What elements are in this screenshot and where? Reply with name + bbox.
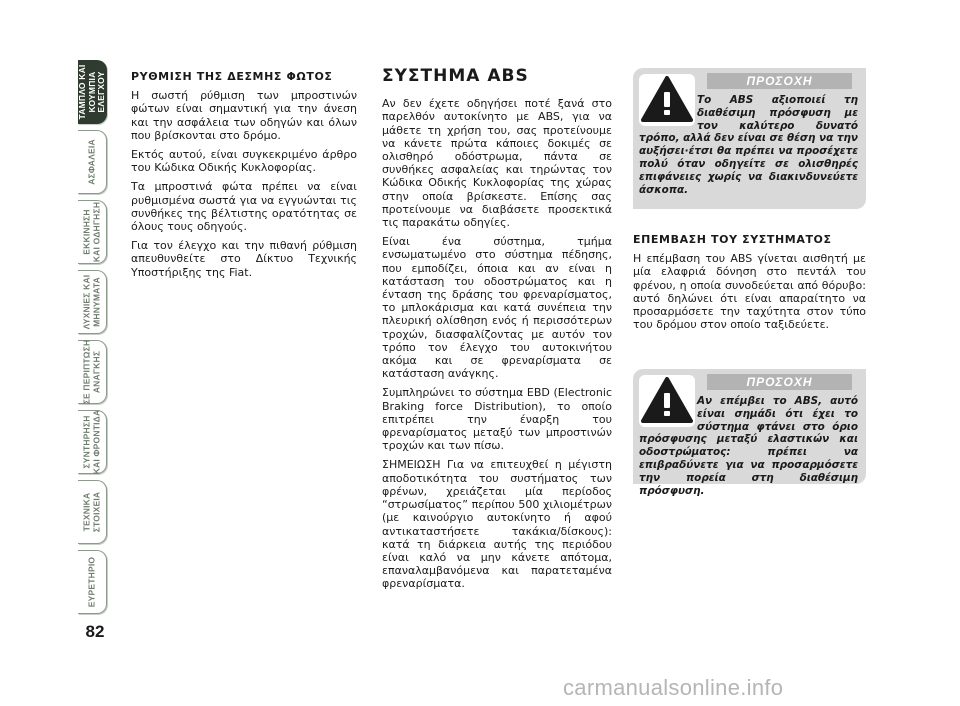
section-heading: ΡΥΘΜΙΣΗ ΤΗΣ ΔΕΣΜΗΣ ΦΩΤΟΣ <box>131 70 333 83</box>
paragraph: Η σωστή ρύθμιση των μπροστινών φώτων είναι σημαντική για την άνεση και την ασφάλεια των οδηγών και όλων που βρίσκονται στο δρόμο. <box>131 89 357 142</box>
section-heading: ΕΠΕΜΒΑΣΗ ΤΟΥ ΣΥΣΤΗΜΑΤΟΣ <box>633 233 832 246</box>
warning-header: ΠΡΟΣΟΧΗ <box>707 73 852 89</box>
tab-label: ΑΣΦΑΛΕΙΑ <box>86 139 97 185</box>
warning-header: ΠΡΟΣΟΧΗ <box>707 374 852 390</box>
page-number: 82 <box>85 622 105 641</box>
tab-dashboard-controls[interactable] <box>78 60 107 124</box>
paragraph: Είναι ένα σύστημα, τμήμα ενσωματωμένο στο σύστημα πέδησης, που εμποδίζει, όποια και αν είναι η κατάσταση του οδοστρώματος και η ένταση της δράσης του φρεναρίσματος, το μπλοκάρισμα και κατά συνέπεια την πλευρική ολίσθηση ενός ή περισσότερων τροχών, διασφαλίζοντας με αυτόν τον τρόπο τον έλεγχο του αυτοκινήτου ακόμα και σε φρεναρίσματα σε κατάσταση ανάγκης. <box>382 235 612 381</box>
paragraph: Εκτός αυτού, είναι συγκεκριμένο άρθρο του Κώδικα Οδικής Κυκλοφορίας. <box>131 148 357 175</box>
section-title: ΣΥΣΤΗΜΑ ABS <box>382 66 529 86</box>
tab-safety[interactable] <box>78 130 107 194</box>
tab-emergency[interactable] <box>78 340 107 404</box>
tab-label: ΤΕΧΝΙΚΑ ΣΤΟΙΧΕΙΑ <box>81 491 101 533</box>
tab-label: ΣΥΝΤΗΡΗΣΗ ΚΑΙ ΦΡΟΝΤΙΔΑ <box>81 409 101 475</box>
tab-maintenance[interactable] <box>78 410 107 474</box>
paragraph: Τα μπροστινά φώτα πρέπει να είναι ρυθμισμένα σωστά για να εγγυώνται τις συνθήκες της βέλτιστης ορατότητας σε όλους τους οδηγούς. <box>131 180 357 234</box>
tab-label: ΕΚΚΙΝΗΣΗ ΚΑΙ ΟΔΗΓΗΣΗ <box>81 201 101 263</box>
tab-label: ΣΕ ΠΕΡΙΠΤΩΣΗ ΑΝΑΓΚΗΣ <box>81 339 101 405</box>
paragraph: ΣΗΜΕΙΩΣΗ Για να επιτευχθεί η μέγιστη αποδοτικότητα του συστήματος των φρένων, χρειάζεται μία περίοδος “στρωσίματος” περίπου 500 χιλιομέτρων (με καινούργιο αυτοκίνητο ή αφού αντικαταστήσετε τακάκια/δίσκους): κατά τη διάρκεια αυτής της περιόδου είναι καλό να μην κάνετε απότομα, επαναλαμβανόμενα και παρατεταμένα φρεναρίσματα. <box>382 458 612 591</box>
tab-index[interactable] <box>78 550 107 614</box>
system-intervention-section <box>633 233 866 337</box>
tab-label: ΤΑΜΠΛΟ ΚΑΙ ΚΟΥΜΠΙΑ ΕΛΕΓΧΟΥ <box>76 64 106 120</box>
tab-technical-data[interactable] <box>78 480 107 544</box>
warning-box <box>633 369 866 497</box>
warning-box <box>633 68 866 209</box>
paragraph: Συμπληρώνει το σύστημα EBD (Electronic Braking force Distribution), το οποίο επιτρέπει την έναρξη του φρεναρίσματος μεταξύ των μπροστινών τροχών και των πίσω. <box>382 386 612 453</box>
paragraph: Αν δεν έχετε οδηγήσει ποτέ ξανά στο παρελθόν αυτοκίνητο με ABS, για να μάθετε τη χρήση του, σας προτείνουμε να κάνετε πρώτα κάποιες δοκιμές σε ολισθηρό οδόστρωμα, πάντα σε συνθήκες ασφαλείας και τηρώντας τον Κώδικα Οδικής Κυκλοφορίας της χώρας στην οποία βρίσκεστε. Επίσης σας προτείνουμε να διαβάσετε προσεκτικά τις παρακάτω οδηγίες. <box>382 97 612 230</box>
tab-label: ΕΥΡΕΤΗΡΙΟ <box>86 556 97 608</box>
paragraph: Για τον έλεγχο και την πιθανή ρύθμιση απευθυνθείτε στο Δίκτυο Τεχνικής Υποστήριξης της Fiat. <box>131 239 357 279</box>
paragraph: Η επέμβαση του ABS γίνεται αισθητή με μία ελαφριά δόνηση στο πεντάλ του φρένου, η οποία συνοδεύεται από θόρυβο: αυτό δηλώνει ότι είναι απαραίτητο να προσαρμόσετε την ταχύτητα στον τύπο του δρόμου στον οποίο ταξιδεύετε. <box>633 252 866 332</box>
warning-text: Το ABS αξιοποιεί τη διαθέσιμη πρόσφυση με τον καλύτερο δυνατό τρόπο, αλλά δεν είναι σε θέση να την αυξήσει·έτσι θα πρέπει να προσέχετε πολύ όταν οδηγείτε σε ολισθηρές επιφάνειες χωρίς να διακινδυνεύετε άσκοπα. <box>639 94 858 196</box>
warning-text: Αν επέμβει το ABS, αυτό είναι σημάδι ότι έχει το σύστημα φτάνει στο όριο πρόσφυσης μεταξύ ελαστικών και οδοστρώματος: πρέπει να επιβραδύνετε για να προσαρμόσετε την πορεία στη διαθέσιμη πρόσφυση. <box>639 395 858 497</box>
tab-label: ΛΥΧΝΙΕΣ ΚΑΙ ΜΗΝΥΜΑΤΑ <box>81 274 101 330</box>
headlight-adjustment-section <box>131 70 357 285</box>
tab-warning-lights[interactable] <box>78 270 107 334</box>
watermark: carmanualsonline.info <box>563 675 784 700</box>
tab-starting-driving[interactable] <box>78 200 107 264</box>
abs-section <box>382 66 612 597</box>
